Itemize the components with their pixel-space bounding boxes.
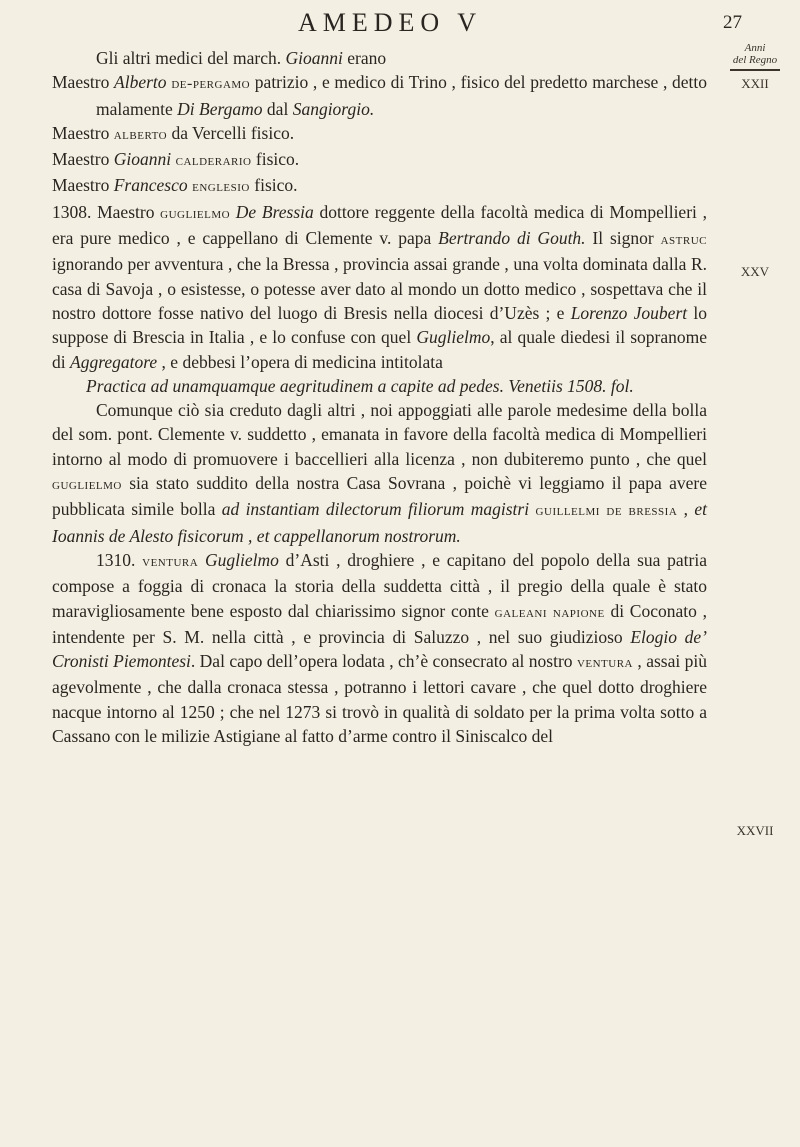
paragraph-1310-ventura: 1310. ventura Guglielmo d’Asti , droghiere , e capitano del popolo della sua patria compose a foggia di cronaca la storia della suddetta città , il pregio della quale è stato maravigliosamente bene esposto dal chiarissimo signor conte galeani napione di Coconato , intendente per S. M. nella città , e provincia di Saluzzo , nel suo giudizioso Elogio de’ Cronisti Piemontesi. Dal capo dell’opera lodata , ch’è consecrato al nostro ventura , assai più agevolmente , che dalla cronaca stessa , potranno i lettori cavare , che quel dotto droghiere nacque intorno al 1250 ; che nel 1273 si trovò in qualità di soldato per la prima volta sotto a Cassano con le milizie Astigiane al fatto d’arme contro il Siniscalco del	[52, 549, 708, 747]
margin-year-xxv: XXV	[740, 264, 770, 279]
margin-header-del-regno: del Regno	[732, 54, 778, 66]
book-title-practica: Practica ad unamquamque aegritudinem a capite ad pedes. Venetiis 1508. fol.	[86, 375, 634, 396]
margin-rule	[730, 69, 780, 71]
paragraph-alberto-de-pergamo: Maestro Alberto de-pergamo patrizio , e medico di Trino , fisico del predetto marchese , detto malamente Di Bergamo dal Sangiorgio.	[52, 72, 707, 119]
main-text	[52, 46, 707, 748]
paragraph-1308-guglielmo: 1308. Maestro guglielmo De Bressia dottore reggente della facoltà medica di Mompellieri , era pure medico , e cappellano di Clemente v. papa Bertrando di Gouth. Il signor astruc ignorando per avventura , che la Bressa , provincia assai grande , una volta dominata dalla R. casa di Savoja , o esistesse, o potesse aver dato al mondo un dotto medico , sospettava che il nostro dottore fosse nativo del luogo di Bresis nella diocesi d’Uzès ; e Lorenzo Joubert lo suppose di Brescia in Italia , e lo confuse con quel Guglielmo, al quale diedesi il sopranome di Aggregatore , e debbesi l’opera di medicina intitolata	[52, 201, 707, 372]
paragraph-gioanni-calderario: Maestro Gioanni calderario fisico.	[52, 149, 300, 170]
margin-year-xxii: XXII	[741, 76, 769, 91]
page-number: 27	[723, 12, 742, 33]
paragraph-alberto-vercelli: Maestro alberto da Vercelli fisico.	[52, 122, 295, 143]
paragraph-francesco-englesio: Maestro Francesco englesio fisico.	[52, 175, 298, 196]
margin-header-anni: Anni	[744, 42, 766, 54]
margin-header	[720, 42, 790, 74]
running-title: AMEDEO V	[297, 8, 483, 37]
paragraph-other-physicians: Gli altri medici del march. Gioanni erano	[96, 48, 387, 68]
margin-year-xxvii: XXVII	[736, 823, 774, 838]
paragraph-bolla: Comunque ciò sia creduto dagli altri , noi appoggiati alle parole medesime della bolla del som. pont. Clemente v. suddetto , emanata in favore della facoltà medica di Mompellieri intorno al modo di promuovere i baccellieri alla licenza , non dubiteremo punto , che quel guglielmo sia stato suddito della nostra Casa Sovrana , poichè vi leggiamo il papa avere pubblicata simile bolla ad instantiam dilectorum filiorum magistri guillelmi de bressia , et Ioannis de Alesto fisicorum , et cappellanorum nostrorum.	[52, 400, 707, 546]
